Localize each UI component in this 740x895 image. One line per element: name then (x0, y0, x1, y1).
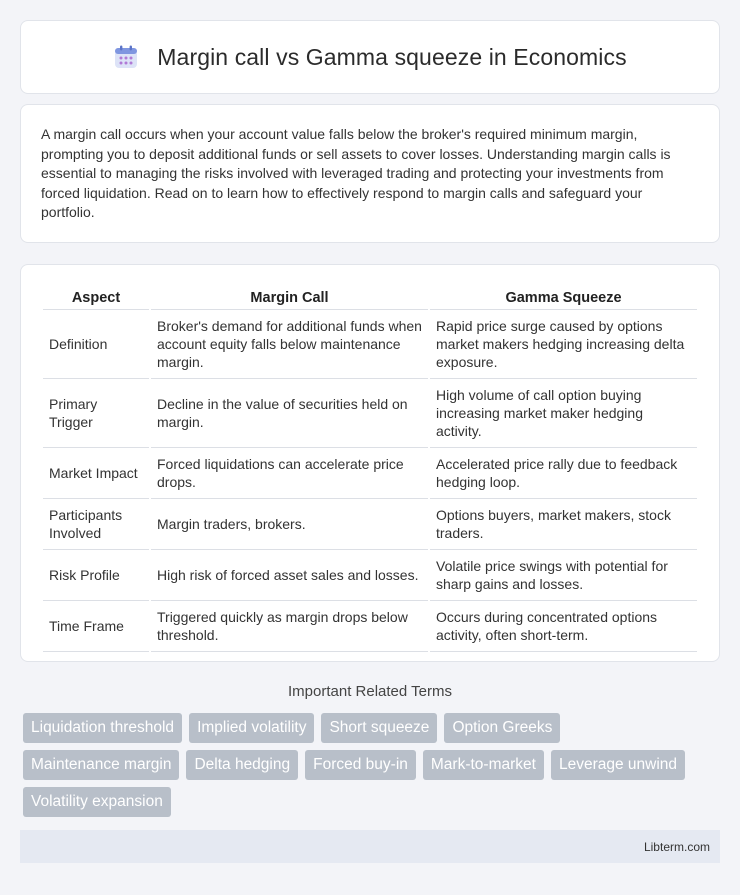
page-title: Margin call vs Gamma squeeze in Economics (157, 43, 627, 70)
row-aspect: Participants Involved (43, 499, 149, 550)
table-header-row (43, 284, 697, 310)
row-aspect: Primary Trigger (43, 379, 149, 448)
footer-site-link[interactable]: Libterm.com (643, 839, 710, 854)
tag-option-greeks[interactable]: Option Greeks (444, 713, 560, 743)
table-row (43, 601, 697, 652)
row-gamma-squeeze: Rapid price surge caused by options market makers hedging increasing delta exposure. (430, 310, 697, 379)
row-aspect: Time Frame (43, 601, 149, 652)
table-row (43, 448, 697, 499)
row-margin-call: Margin traders, brokers. (151, 499, 428, 550)
row-gamma-squeeze: Options buyers, market makers, stock traders. (430, 499, 697, 550)
row-gamma-squeeze: High volume of call option buying increasing market maker hedging activity. (430, 379, 697, 448)
tag-implied-volatility[interactable]: Implied volatility (189, 713, 314, 743)
header-gamma-squeeze: Gamma Squeeze (430, 284, 697, 310)
row-aspect: Definition (43, 310, 149, 379)
row-margin-call: Forced liquidations can accelerate price drops. (151, 448, 428, 499)
row-margin-call: High risk of forced asset sales and losses. (151, 550, 428, 601)
footer (20, 830, 720, 863)
related-terms-list (20, 713, 720, 817)
row-margin-call: Triggered quickly as margin drops below threshold. (151, 601, 428, 652)
intro-card (20, 104, 720, 243)
related-terms-title: Important Related Terms (288, 683, 452, 700)
row-aspect: Risk Profile (43, 550, 149, 601)
row-aspect: Market Impact (43, 448, 149, 499)
comparison-table (41, 284, 699, 652)
row-gamma-squeeze: Volatile price swings with potential for sharp gains and losses. (430, 550, 697, 601)
tag-mark-to-market[interactable]: Mark-to-market (423, 750, 544, 780)
comparison-card (20, 264, 720, 662)
table-row (43, 550, 697, 601)
row-gamma-squeeze: Accelerated price rally due to feedback hedging loop. (430, 448, 697, 499)
tag-forced-buy-in[interactable]: Forced buy-in (305, 750, 416, 780)
table-row (43, 379, 697, 448)
intro-paragraph: A margin call occurs when your account value falls below the broker's required minimum margin, prompting you to deposit additional funds or sell assets to cover losses. Understanding margin calls is essential to managing the risks involved with leveraged trading and protecting your investments from forced liquidation. Read on to learn how to effectively respond to margin calls and safeguard your portfolio. (41, 126, 671, 220)
tag-maintenance-margin[interactable]: Maintenance margin (23, 750, 179, 780)
row-margin-call: Decline in the value of securities held on margin. (151, 379, 428, 448)
calendar-icon (113, 44, 139, 70)
tag-liquidation-threshold[interactable]: Liquidation threshold (23, 713, 182, 743)
tag-volatility-expansion[interactable]: Volatility expansion (23, 787, 171, 817)
title-card (20, 20, 720, 94)
table-row (43, 499, 697, 550)
header-margin-call: Margin Call (151, 284, 428, 310)
header-aspect: Aspect (43, 284, 149, 310)
row-margin-call: Broker's demand for additional funds when account equity falls below maintenance margin. (151, 310, 428, 379)
tag-delta-hedging[interactable]: Delta hedging (186, 750, 298, 780)
tag-short-squeeze[interactable]: Short squeeze (321, 713, 437, 743)
table-row (43, 310, 697, 379)
tag-leverage-unwind[interactable]: Leverage unwind (551, 750, 685, 780)
row-gamma-squeeze: Occurs during concentrated options activity, often short-term. (430, 601, 697, 652)
